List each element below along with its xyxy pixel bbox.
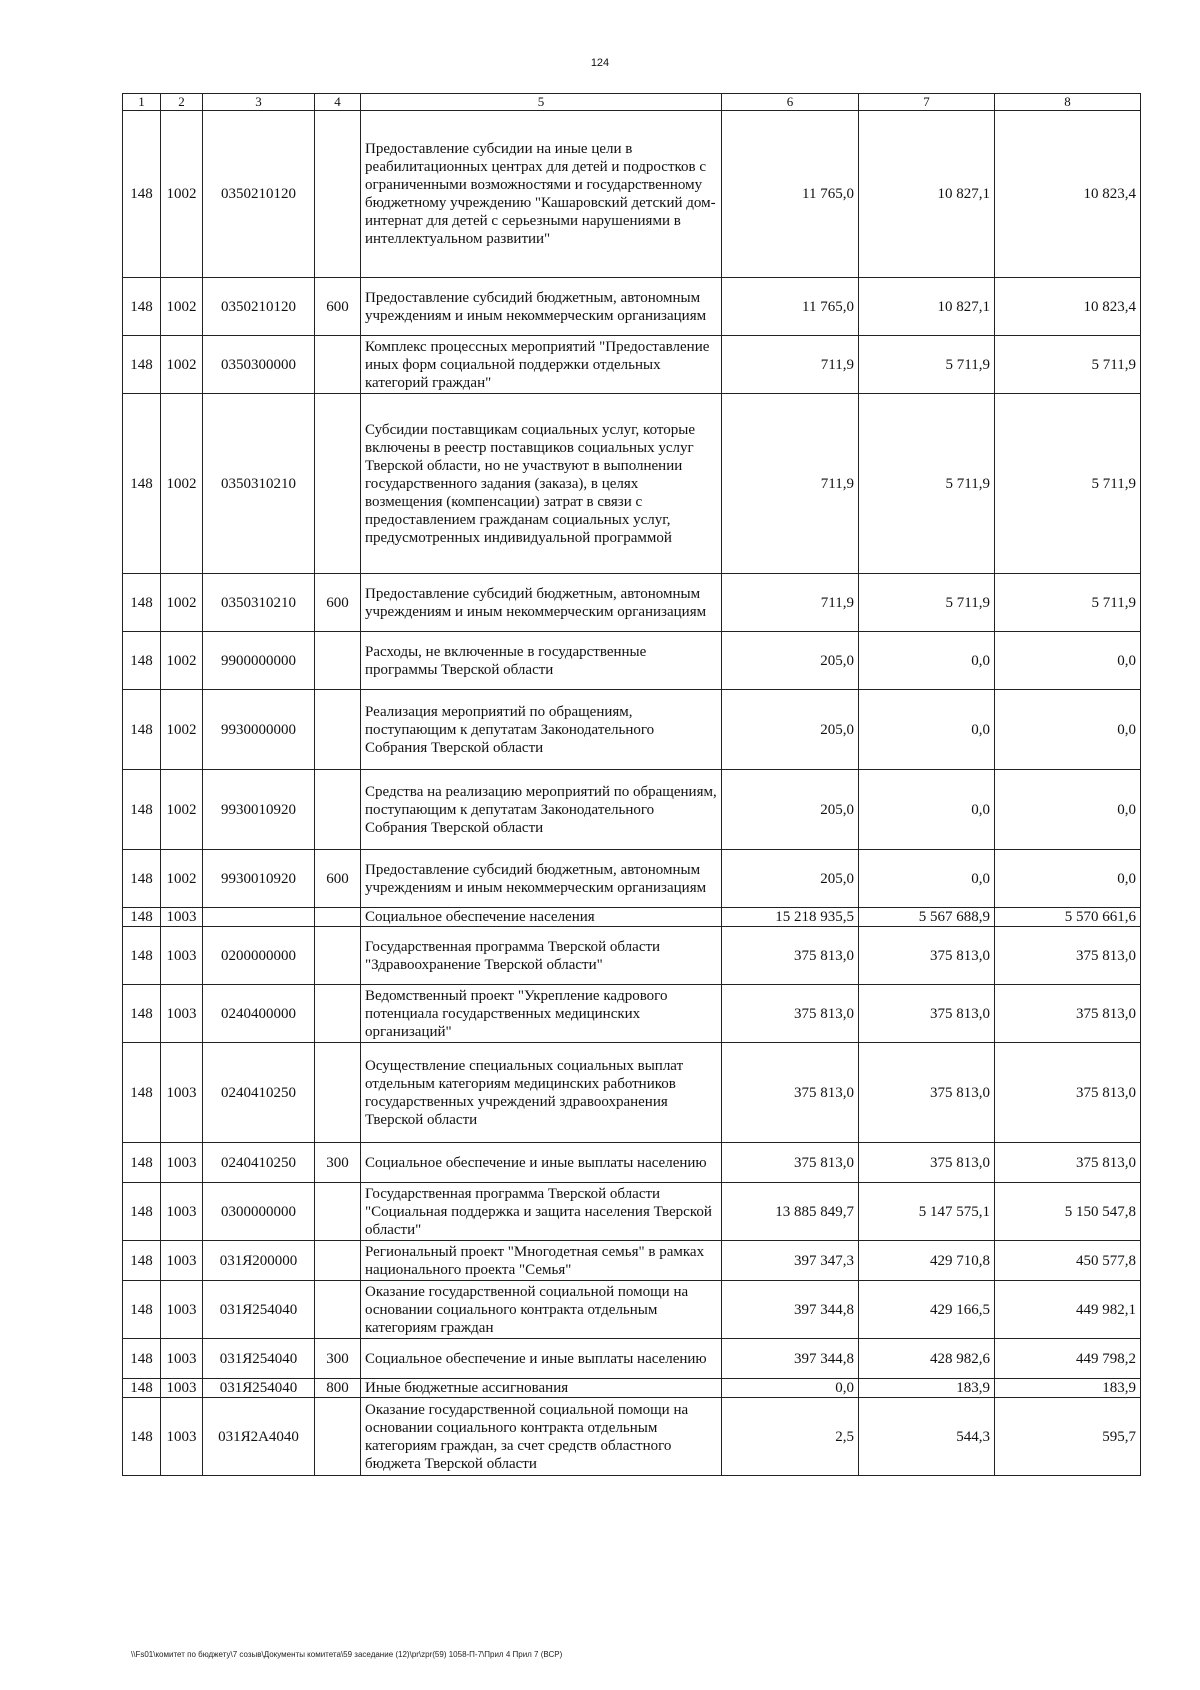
cell-amount-col6: 205,0 xyxy=(722,632,859,690)
cell-section: 1002 xyxy=(161,394,203,574)
cell-expense-type xyxy=(315,632,361,690)
cell-section: 1002 xyxy=(161,850,203,908)
column-header: 1 xyxy=(123,94,161,111)
cell-expense-type xyxy=(315,1183,361,1241)
cell-section: 1002 xyxy=(161,770,203,850)
table-row xyxy=(123,1339,1141,1379)
table-row xyxy=(123,336,1141,394)
cell-expense-type: 600 xyxy=(315,278,361,336)
cell-description: Предоставление субсидий бюджетным, автономным учреждениям и иным некоммерческим организациям xyxy=(361,278,722,336)
cell-amount-col8: 5 711,9 xyxy=(995,336,1141,394)
cell-amount-col7: 375 813,0 xyxy=(859,985,995,1043)
cell-amount-col8: 0,0 xyxy=(995,850,1141,908)
table-row xyxy=(123,1281,1141,1339)
cell-description: Социальное обеспечение населения xyxy=(361,908,722,927)
cell-amount-col8: 375 813,0 xyxy=(995,985,1141,1043)
cell-section: 1002 xyxy=(161,111,203,278)
table-row xyxy=(123,1398,1141,1476)
cell-expense-type xyxy=(315,985,361,1043)
table-row xyxy=(123,394,1141,574)
cell-description: Расходы, не включенные в государственные программы Тверской области xyxy=(361,632,722,690)
cell-chapter: 148 xyxy=(123,394,161,574)
cell-amount-col6: 397 344,8 xyxy=(722,1339,859,1379)
cell-amount-col6: 0,0 xyxy=(722,1379,859,1398)
cell-description: Региональный проект "Многодетная семья" в рамках национального проекта "Семья" xyxy=(361,1241,722,1281)
cell-section: 1003 xyxy=(161,1043,203,1143)
cell-expense-type: 600 xyxy=(315,574,361,632)
cell-expense-type: 300 xyxy=(315,1143,361,1183)
table-row xyxy=(123,850,1141,908)
cell-amount-col6: 375 813,0 xyxy=(722,927,859,985)
cell-section: 1003 xyxy=(161,1241,203,1281)
cell-amount-col6: 375 813,0 xyxy=(722,985,859,1043)
cell-amount-col6: 397 344,8 xyxy=(722,1281,859,1339)
cell-chapter: 148 xyxy=(123,1398,161,1476)
footer-file-path: \\Fs01\комитет по бюджету\7 созыв\Документы комитета\59 заседание (12)\pr\zpr(59) 1058-П-7\Прил 4 Прил 7 (ВСР) xyxy=(131,1650,563,1659)
cell-description: Средства на реализацию мероприятий по обращениям, поступающим к депутатам Законодательного Собрания Тверской области xyxy=(361,770,722,850)
cell-amount-col7: 375 813,0 xyxy=(859,1043,995,1143)
cell-section: 1003 xyxy=(161,908,203,927)
cell-target-code: 031Я254040 xyxy=(203,1379,315,1398)
table-row xyxy=(123,632,1141,690)
cell-amount-col6: 11 765,0 xyxy=(722,111,859,278)
cell-amount-col6: 13 885 849,7 xyxy=(722,1183,859,1241)
budget-table xyxy=(122,93,1141,1476)
cell-description: Социальное обеспечение и иные выплаты населению xyxy=(361,1339,722,1379)
cell-target-code: 9900000000 xyxy=(203,632,315,690)
cell-chapter: 148 xyxy=(123,632,161,690)
table-row xyxy=(123,1379,1141,1398)
cell-expense-type xyxy=(315,1398,361,1476)
cell-amount-col6: 375 813,0 xyxy=(722,1043,859,1143)
cell-section: 1003 xyxy=(161,1183,203,1241)
cell-amount-col6: 711,9 xyxy=(722,336,859,394)
cell-amount-col8: 449 982,1 xyxy=(995,1281,1141,1339)
cell-target-code: 031Я200000 xyxy=(203,1241,315,1281)
cell-expense-type xyxy=(315,111,361,278)
cell-amount-col8: 5 570 661,6 xyxy=(995,908,1141,927)
cell-amount-col7: 544,3 xyxy=(859,1398,995,1476)
cell-chapter: 148 xyxy=(123,1143,161,1183)
cell-chapter: 148 xyxy=(123,985,161,1043)
cell-chapter: 148 xyxy=(123,1043,161,1143)
cell-target-code: 031Я2А4040 xyxy=(203,1398,315,1476)
cell-chapter: 148 xyxy=(123,1281,161,1339)
column-header: 2 xyxy=(161,94,203,111)
cell-description: Реализация мероприятий по обращениям, поступающим к депутатам Законодательного Собрания Тверской области xyxy=(361,690,722,770)
cell-amount-col8: 375 813,0 xyxy=(995,927,1141,985)
cell-expense-type xyxy=(315,927,361,985)
cell-amount-col6: 11 765,0 xyxy=(722,278,859,336)
cell-amount-col6: 205,0 xyxy=(722,770,859,850)
cell-expense-type xyxy=(315,908,361,927)
cell-amount-col8: 10 823,4 xyxy=(995,278,1141,336)
cell-amount-col8: 183,9 xyxy=(995,1379,1141,1398)
column-header: 8 xyxy=(995,94,1141,111)
cell-amount-col7: 429 710,8 xyxy=(859,1241,995,1281)
cell-description: Государственная программа Тверской области "Здравоохранение Тверской области" xyxy=(361,927,722,985)
cell-amount-col7: 5 711,9 xyxy=(859,574,995,632)
cell-amount-col6: 205,0 xyxy=(722,850,859,908)
cell-expense-type xyxy=(315,1043,361,1143)
cell-description: Субсидии поставщикам социальных услуг, которые включены в реестр поставщиков социальных услуг Тверской области, но не участвуют в выполнении государственного задания (заказа), в целях возмещения (компенсации) затрат в связи с предоставлением гражданам социальных услуг, предусмотренных индивидуальной программой xyxy=(361,394,722,574)
cell-expense-type xyxy=(315,770,361,850)
cell-section: 1003 xyxy=(161,985,203,1043)
cell-section: 1002 xyxy=(161,336,203,394)
table-row xyxy=(123,1043,1141,1143)
cell-amount-col8: 10 823,4 xyxy=(995,111,1141,278)
cell-chapter: 148 xyxy=(123,927,161,985)
cell-description: Социальное обеспечение и иные выплаты населению xyxy=(361,1143,722,1183)
table-row xyxy=(123,927,1141,985)
cell-target-code: 0350300000 xyxy=(203,336,315,394)
table-row xyxy=(123,1241,1141,1281)
cell-section: 1003 xyxy=(161,1281,203,1339)
cell-chapter: 148 xyxy=(123,111,161,278)
cell-target-code: 0240410250 xyxy=(203,1143,315,1183)
cell-amount-col6: 2,5 xyxy=(722,1398,859,1476)
cell-amount-col8: 0,0 xyxy=(995,690,1141,770)
cell-chapter: 148 xyxy=(123,1241,161,1281)
cell-amount-col8: 5 711,9 xyxy=(995,394,1141,574)
cell-target-code: 0240410250 xyxy=(203,1043,315,1143)
cell-amount-col7: 0,0 xyxy=(859,632,995,690)
column-header: 4 xyxy=(315,94,361,111)
cell-amount-col8: 0,0 xyxy=(995,770,1141,850)
cell-amount-col6: 205,0 xyxy=(722,690,859,770)
cell-amount-col7: 0,0 xyxy=(859,690,995,770)
cell-description: Оказание государственной социальной помощи на основании социального контракта отдельным категориям граждан xyxy=(361,1281,722,1339)
cell-amount-col7: 5 711,9 xyxy=(859,336,995,394)
cell-target-code: 031Я254040 xyxy=(203,1281,315,1339)
table-row xyxy=(123,278,1141,336)
cell-amount-col7: 10 827,1 xyxy=(859,111,995,278)
column-header: 5 xyxy=(361,94,722,111)
cell-target-code: 0240400000 xyxy=(203,985,315,1043)
cell-expense-type: 800 xyxy=(315,1379,361,1398)
cell-description: Государственная программа Тверской области "Социальная поддержка и защита населения Тверской области" xyxy=(361,1183,722,1241)
cell-chapter: 148 xyxy=(123,1183,161,1241)
cell-amount-col8: 450 577,8 xyxy=(995,1241,1141,1281)
column-header: 7 xyxy=(859,94,995,111)
table-row xyxy=(123,908,1141,927)
cell-chapter: 148 xyxy=(123,770,161,850)
cell-amount-col8: 0,0 xyxy=(995,632,1141,690)
cell-description: Предоставление субсидий бюджетным, автономным учреждениям и иным некоммерческим организациям xyxy=(361,850,722,908)
cell-chapter: 148 xyxy=(123,908,161,927)
page-number: 124 xyxy=(590,57,610,69)
cell-expense-type xyxy=(315,394,361,574)
cell-amount-col6: 15 218 935,5 xyxy=(722,908,859,927)
cell-amount-col7: 375 813,0 xyxy=(859,1143,995,1183)
cell-amount-col7: 5 147 575,1 xyxy=(859,1183,995,1241)
cell-amount-col7: 0,0 xyxy=(859,770,995,850)
cell-section: 1003 xyxy=(161,927,203,985)
cell-target-code: 031Я254040 xyxy=(203,1339,315,1379)
cell-chapter: 148 xyxy=(123,1379,161,1398)
cell-expense-type xyxy=(315,1241,361,1281)
cell-amount-col8: 375 813,0 xyxy=(995,1143,1141,1183)
cell-amount-col8: 449 798,2 xyxy=(995,1339,1141,1379)
cell-amount-col6: 711,9 xyxy=(722,394,859,574)
cell-amount-col7: 5 567 688,9 xyxy=(859,908,995,927)
cell-amount-col8: 5 150 547,8 xyxy=(995,1183,1141,1241)
cell-target-code: 0200000000 xyxy=(203,927,315,985)
cell-target-code: 0350210120 xyxy=(203,111,315,278)
cell-section: 1002 xyxy=(161,574,203,632)
cell-section: 1002 xyxy=(161,690,203,770)
cell-section: 1002 xyxy=(161,632,203,690)
cell-amount-col8: 5 711,9 xyxy=(995,574,1141,632)
table-row xyxy=(123,1143,1141,1183)
column-header: 3 xyxy=(203,94,315,111)
cell-amount-col8: 595,7 xyxy=(995,1398,1141,1476)
cell-chapter: 148 xyxy=(123,574,161,632)
cell-section: 1003 xyxy=(161,1143,203,1183)
cell-target-code: 0300000000 xyxy=(203,1183,315,1241)
column-header: 6 xyxy=(722,94,859,111)
cell-chapter: 148 xyxy=(123,336,161,394)
cell-target-code: 0350310210 xyxy=(203,574,315,632)
cell-amount-col7: 183,9 xyxy=(859,1379,995,1398)
cell-target-code: 9930010920 xyxy=(203,850,315,908)
cell-chapter: 148 xyxy=(123,850,161,908)
cell-expense-type: 600 xyxy=(315,850,361,908)
table-row xyxy=(123,1183,1141,1241)
cell-section: 1003 xyxy=(161,1339,203,1379)
cell-amount-col6: 711,9 xyxy=(722,574,859,632)
cell-section: 1002 xyxy=(161,278,203,336)
cell-amount-col7: 375 813,0 xyxy=(859,927,995,985)
cell-amount-col7: 428 982,6 xyxy=(859,1339,995,1379)
cell-section: 1003 xyxy=(161,1379,203,1398)
cell-amount-col7: 429 166,5 xyxy=(859,1281,995,1339)
cell-amount-col6: 397 347,3 xyxy=(722,1241,859,1281)
cell-chapter: 148 xyxy=(123,690,161,770)
table-row xyxy=(123,690,1141,770)
cell-expense-type: 300 xyxy=(315,1339,361,1379)
table-row xyxy=(123,770,1141,850)
cell-amount-col7: 10 827,1 xyxy=(859,278,995,336)
cell-description: Ведомственный проект "Укрепление кадрового потенциала государственных медицинских организаций" xyxy=(361,985,722,1043)
cell-chapter: 148 xyxy=(123,1339,161,1379)
cell-expense-type xyxy=(315,690,361,770)
table-row xyxy=(123,985,1141,1043)
cell-description: Оказание государственной социальной помощи на основании социального контракта отдельным категориям граждан, за счет средств областного бюджета Тверской области xyxy=(361,1398,722,1476)
cell-target-code xyxy=(203,908,315,927)
table-body xyxy=(123,111,1141,1476)
cell-expense-type xyxy=(315,1281,361,1339)
cell-description: Предоставление субсидий бюджетным, автономным учреждениям и иным некоммерческим организациям xyxy=(361,574,722,632)
cell-description: Предоставление субсидии на иные цели в реабилитационных центрах для детей и подростков с ограниченными возможностями и государственному бюджетному учреждению "Кашаровский детский дом-интернат для детей с серьезными нарушениями в интеллектуальном развитии" xyxy=(361,111,722,278)
table-row xyxy=(123,111,1141,278)
cell-section: 1003 xyxy=(161,1398,203,1476)
cell-target-code: 0350310210 xyxy=(203,394,315,574)
cell-amount-col6: 375 813,0 xyxy=(722,1143,859,1183)
table-row xyxy=(123,574,1141,632)
cell-description: Комплекс процессных мероприятий "Предоставление иных форм социальной поддержки отдельных категорий граждан" xyxy=(361,336,722,394)
cell-amount-col7: 5 711,9 xyxy=(859,394,995,574)
cell-expense-type xyxy=(315,336,361,394)
cell-amount-col8: 375 813,0 xyxy=(995,1043,1141,1143)
cell-chapter: 148 xyxy=(123,278,161,336)
header-row xyxy=(123,94,1141,111)
cell-target-code: 9930000000 xyxy=(203,690,315,770)
cell-amount-col7: 0,0 xyxy=(859,850,995,908)
cell-target-code: 9930010920 xyxy=(203,770,315,850)
cell-description: Осуществление специальных социальных выплат отдельным категориям медицинских работников государственных учреждений здравоохранения Тверской области xyxy=(361,1043,722,1143)
cell-description: Иные бюджетные ассигнования xyxy=(361,1379,722,1398)
cell-target-code: 0350210120 xyxy=(203,278,315,336)
